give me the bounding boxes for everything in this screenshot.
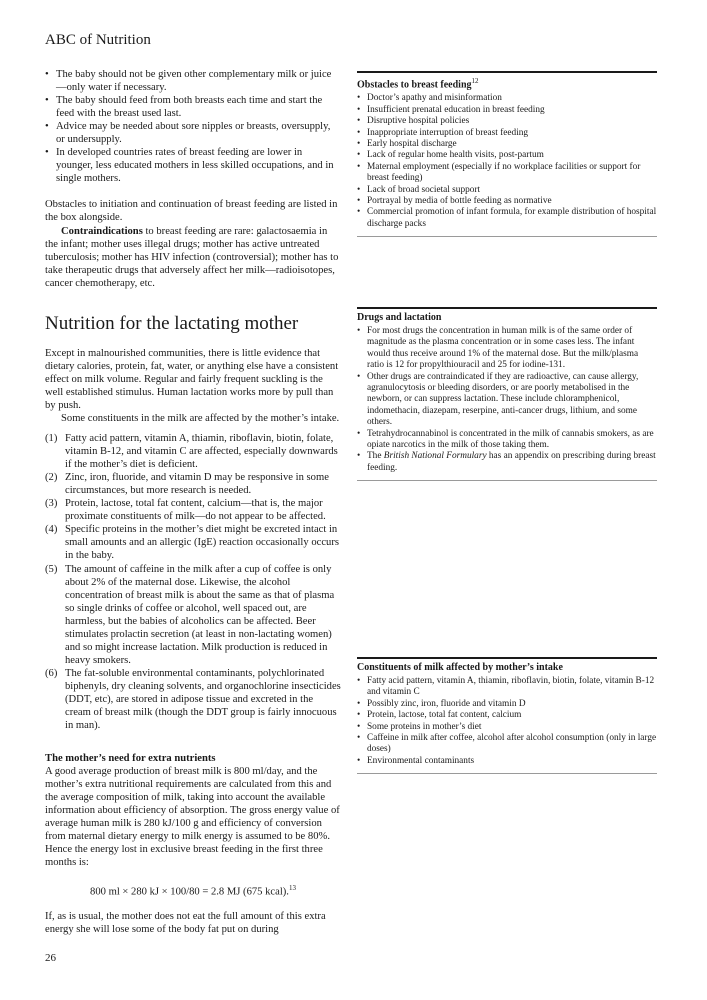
- list-item: • The British National Formulary has an appendix on prescribing during breast feeding.: [357, 451, 657, 474]
- closing-paragraph: If, as is usual, the mother does not eat the full amount of this extra energy she will lose some of the body fat put on during: [45, 911, 326, 936]
- list-item: • Caffeine in milk after coffee, alcohol after alcohol consumption (only in large doses): [357, 733, 657, 756]
- section-title: Nutrition for the lactating mother: [45, 312, 299, 334]
- obstacles-list: [357, 93, 657, 230]
- drugs-list: [357, 326, 657, 474]
- feeding-advice-list: [45, 68, 341, 185]
- obstacles-box: [357, 71, 657, 237]
- contraindications-text: to breast feeding are rare: galactosaemia in the infant; mother uses illegal drugs; mother has active untreated tuberculosis; mother has HIV infection (controversial); mother has to take therapeutic drugs that adversely affect her milk—radioisotopes, cancer chemotherapy, etc.: [45, 225, 339, 289]
- intro-paragraph: Except in malnourished communities, there is little evidence that dietary calories, protein, fat, water, or anything else have a consistent effect on milk volume. Regular and fairly frequent suckling is the well established stimulus. Human lactation works more by pull than by push.: [45, 347, 339, 411]
- list-item: • Tetrahydrocannabinol is concentrated in the milk of cannabis smokers, as are opiate narcotics in the milk of those taking them.: [357, 429, 657, 452]
- list-item: • Maternal employment (especially if no workplace facilities or support for breast feeding): [357, 162, 657, 185]
- page-number: 26: [45, 952, 56, 964]
- list-item: • Insufficient prenatal education in breast feeding: [357, 105, 657, 116]
- formulary-title: British National Formulary: [383, 451, 487, 462]
- list-item: • For most drugs the concentration in human milk is of the same order of magnitude as the plasma concentration or in some cases less. The infant would thus receive around 1% of the maternal dose. But the milk/plasma ratio is 12 for propylthiouracil and 25 for iodine-131.: [357, 326, 657, 372]
- list-item: • Portrayal by media of bottle feeding as normative: [357, 196, 657, 207]
- contraindications-paragraph: [45, 225, 341, 290]
- list-item: • Early hospital discharge: [357, 139, 657, 150]
- left-column: [45, 68, 341, 936]
- list-item: • Commercial promotion of infant formula, for example distribution of hospital discharge packs: [357, 207, 657, 230]
- list-item: • Lack of regular home health visits, post-partum: [357, 150, 657, 161]
- list-item: • Fatty acid pattern, vitamin A, thiamin, riboflavin, biotin, folate, vitamin B-12 and vitamin C: [357, 676, 657, 699]
- list-item: • Possibly zinc, iron, fluoride and vitamin D: [357, 699, 657, 710]
- obstacles-paragraph: Obstacles to initiation and continuation of breast feeding are listed in the box alongside.: [45, 199, 338, 224]
- list-item: (1) Fatty acid pattern, vitamin A, thiamin, riboflavin, biotin, folate, vitamin B-12, and vitamin C are affected, especially downwards if the mother’s diet is deficient.: [45, 433, 338, 471]
- list-item: • Environmental contaminants: [357, 756, 657, 767]
- running-head: ABC of Nutrition: [45, 32, 151, 48]
- list-item: • Inappropriate interruption of breast feeding: [357, 128, 657, 139]
- constituents-numbered-list: [45, 432, 341, 732]
- list-item: • Advice may be needed about sore nipples or breasts, oversupply, or undersupply.: [45, 120, 341, 146]
- list-item: • Doctor’s apathy and misinformation: [357, 93, 657, 104]
- constituents-box: [357, 657, 657, 774]
- list-item: • Disruptive hospital policies: [357, 116, 657, 127]
- list-item: • Some proteins in mother’s diet: [357, 722, 657, 733]
- list-item: • The baby should feed from both breasts each time and start the feed with the breast used last.: [45, 94, 341, 120]
- list-item: • Lack of broad societal support: [357, 185, 657, 196]
- constituents-list: [357, 676, 657, 767]
- drugs-box-title: Drugs and lactation: [357, 312, 442, 323]
- extra-nutrients-subhead: The mother’s need for extra nutrients: [45, 753, 216, 765]
- list-item: (4) Specific proteins in the mother’s diet might be excreted intact in small amounts and an allergic (IgE) reaction occasionally occurs in the baby.: [45, 524, 339, 562]
- drugs-box: [357, 307, 657, 481]
- list-item: • Protein, lactose, total fat content, calcium: [357, 710, 657, 721]
- list-item: (3) Protein, lactose, total fat content, calcium—that is, the major proximate constituents of milk—do not appear to be affected.: [45, 498, 326, 523]
- contraindications-label: Contraindications: [61, 225, 143, 237]
- energy-formula: 800 ml × 280 kJ × 100/80 = 2.8 MJ (675 kcal).$^{13}$: [90, 883, 296, 898]
- obstacles-box-title: Obstacles to breast feeding$^{12}$: [357, 77, 479, 91]
- obstacles-reference: 12: [471, 77, 479, 85]
- list-item: • In developed countries rates of breast feeding are lower in younger, less educated mothers in less skilled occupations, and in single mothers.: [45, 146, 341, 185]
- list-item: • The baby should not be given other complementary milk or juice—only water if necessary.: [45, 68, 341, 94]
- list-item: • Other drugs are contraindicated if they are radioactive, can cause allergy, agranulocytosis or bleeding disorders, or are poorly metabolised in the newborn, or can suppress lactation. These include chloramphenicol, indomethacin, diazepam, reserpine, anti-cancer drugs, lithium, and some others.: [357, 372, 657, 429]
- constituents-box-title: Constituents of milk affected by mother’s intake: [357, 662, 563, 673]
- list-item: (5) The amount of caffeine in the milk after a cup of coffee is only about 2% of the maternal dose. Likewise, the alcohol concentration of breast milk is about the same as that of plasma so single drinks of coffee or alcohol, well spaced out, are harmless, but the babies of alcoholics can be affected. Beer stimulates prolactin secretion (at least in non-lactating women) and so might increase lactation. Milk production is reduced in heavy smokers.: [45, 563, 335, 666]
- list-item: (2) Zinc, iron, fluoride, and vitamin D may be responsive in some circumstances, but more research is needed.: [45, 472, 329, 497]
- constituents-paragraph: Some constituents in the milk are affected by the mother’s intake.: [61, 412, 340, 424]
- formula-reference: 13: [288, 883, 296, 892]
- list-item: (6) The fat-soluble environmental contaminants, polychlorinated biphenyls, dry cleaning solvents, and organochlorine insecticides (DDT, etc), are stored in adipose tissue and excreted in the cream of breast milk (though the DDT group is fairly innocuous in man).: [45, 667, 341, 732]
- extra-nutrients-paragraph: A good average production of breast milk is 800 ml/day, and the mother’s extra nutritional requirements are calculated from this and the average composition of milk, taking into account the available information about efficiency of absorption. The gross energy value of average human milk is 280 kJ/100 g and efficiency of conversion from maternal dietary energy to milk energy is assumed to be 80%. Hence the energy lost in exclusive breast feeding in the first three months is:: [45, 766, 340, 869]
